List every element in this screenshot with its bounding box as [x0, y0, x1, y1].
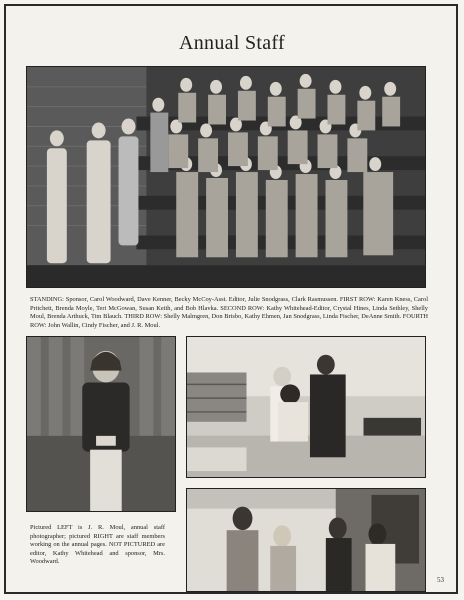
staff-working-photo-bottom	[186, 488, 426, 592]
side-photos-caption: Pictured LEFT is J. R. Moul, annual staff photographer; pictured RIGHT are staff members working on the annual pages. NOT PICTURED are editor, Kathy Whitehead and sponsor, Mrs. Woodward.	[30, 524, 165, 566]
group-photo	[26, 66, 426, 288]
group-photo-caption: STANDING: Sponsor, Carol Woodward, Dave Kenner, Becky McCoy-Asst. Editor, Julie Snodgrass, Clark Rasmussen. FIRST ROW: Karen Kness, Carol Pritchett, Brenda Moyle, Teri McGowan, Susan Keith, and Bob Hlavka. SECOND ROW: Kathy Whitehead-Editor, Crystal Hines, Linda Sethley, Shelly Moul, Brenda Arthuck, Tim Blauch. THIRD ROW: Shelly Malmgren, Don Brisbo, Kathy Ehmen, Jan Snodgrass, Linda Fischer, DeAnne Smith. FOURTH ROW: John Wallin, Cindy Fischer, and J. R. Moul.	[30, 296, 428, 329]
page-number: 53	[437, 576, 444, 584]
page-title: Annual Staff	[179, 32, 285, 54]
staff-working-photo-top	[186, 336, 426, 478]
photographer-portrait-photo	[26, 336, 176, 512]
